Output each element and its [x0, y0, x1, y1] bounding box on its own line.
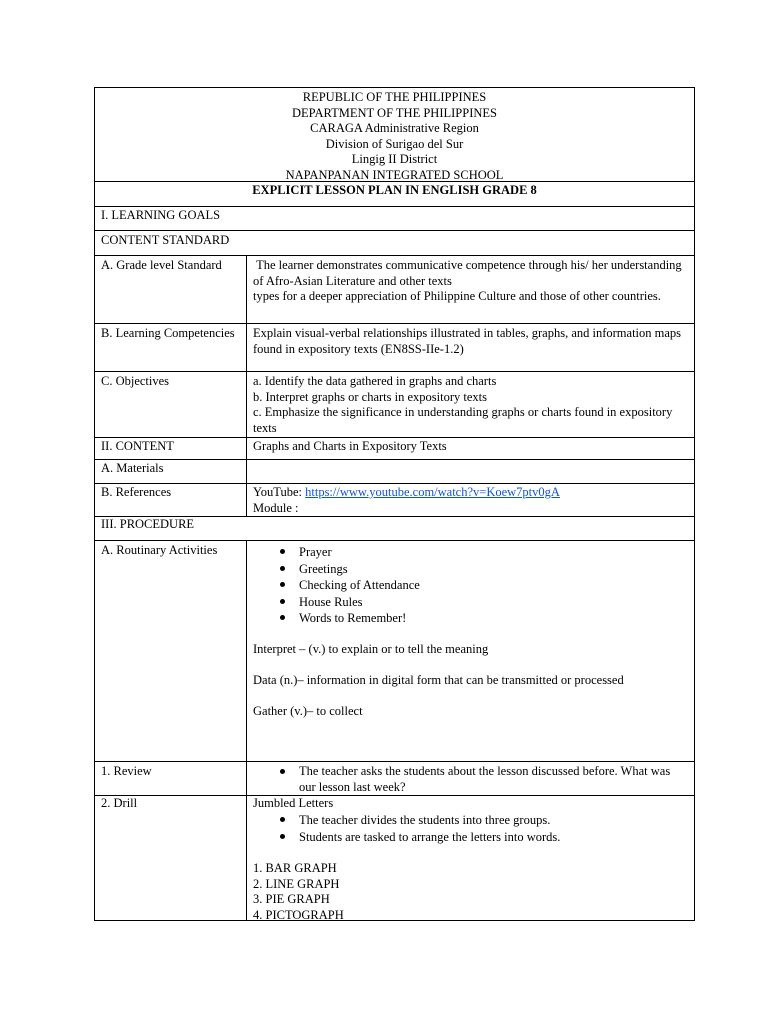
routinary-activities-content — [247, 541, 694, 761]
routinary-item: Checking of Attendance — [253, 577, 688, 594]
drill-item: The teacher divides the students into three groups. — [253, 812, 688, 829]
lesson-plan-title: EXPLICIT LESSON PLAN IN ENGLISH GRADE 8 — [252, 183, 537, 197]
routinary-activities-row — [94, 540, 695, 761]
content-standard-heading: CONTENT STANDARD — [101, 233, 230, 247]
review-list — [253, 764, 688, 795]
header-line: Division of Surigao del Sur — [325, 136, 464, 151]
materials-label: A. Materials — [95, 460, 247, 483]
youtube-link[interactable]: https://www.youtube.com/watch?v=Koew7ptv0gA — [305, 485, 560, 499]
objective-item: b. Interpret graphs or charts in expository texts — [253, 389, 487, 404]
review-item: The teacher asks the students about the lesson discussed before. What was our lesson last week? — [253, 764, 688, 795]
routinary-item: Words to Remember! — [253, 610, 688, 627]
drill-answer: 4. PICTOGRAPH — [253, 907, 344, 922]
references-text — [247, 484, 694, 516]
competencies-label: B. Learning Competencies — [95, 324, 247, 371]
drill-heading: Jumbled Letters — [253, 796, 334, 810]
lesson-plan-title-row — [94, 181, 695, 206]
drill-answer: 3. PIE GRAPH — [253, 892, 330, 906]
review-label: 1. Review — [95, 762, 247, 795]
objective-item: c. Emphasize the significance in understanding graphs or charts found in expository texts — [253, 405, 673, 435]
grade-level-standard-row — [94, 255, 695, 323]
routinary-activities-label: A. Routinary Activities — [95, 541, 247, 761]
grade-level-standard-text — [247, 256, 694, 323]
routinary-item: Prayer — [253, 544, 688, 561]
header-line: DEPARTMENT OF THE PHILIPPINES — [292, 105, 497, 120]
grade-level-line: types for a deeper appreciation of Philippine Culture and those of other countries. — [253, 289, 661, 303]
module-reference: Module : — [253, 500, 299, 515]
header-line: REPUBLIC OF THE PHILIPPINES — [302, 90, 487, 104]
materials-text — [247, 460, 694, 483]
competencies-row — [94, 323, 695, 371]
procedure-heading: III. PROCEDURE — [101, 517, 195, 531]
drill-item: Students are tasked to arrange the letters into words. — [253, 829, 688, 846]
review-row — [94, 761, 695, 795]
grade-level-standard-label: A. Grade level Standard — [95, 256, 247, 323]
routinary-item: House Rules — [253, 594, 688, 611]
routinary-list — [253, 544, 688, 627]
materials-row — [94, 459, 695, 483]
competencies-text: Explain visual-verbal relationships illustrated in tables, graphs, and information maps found in expository texts (EN8SS-IIe-1.2) — [253, 326, 682, 356]
drill-row — [94, 795, 695, 921]
references-row — [94, 483, 695, 516]
content-text: Graphs and Charts in Expository Texts — [253, 439, 447, 453]
drill-answer: 2. LINE GRAPH — [253, 876, 340, 891]
school-header — [94, 87, 695, 181]
learning-goals-row — [94, 206, 695, 230]
drill-list — [253, 812, 688, 846]
content-standard-row — [94, 230, 695, 255]
definition-interpret: Interpret – (v.) to explain or to tell the meaning — [253, 642, 489, 656]
definition-data: Data (n.)– information in digital form that can be transmitted or processed — [253, 673, 624, 687]
grade-level-line: The learner demonstrates communicative competence through his/ her understanding of Afro-Asian Literature and other texts — [253, 258, 685, 288]
drill-label: 2. Drill — [95, 796, 247, 920]
header-line: CARAGA Administrative Region — [310, 121, 479, 135]
content-row — [94, 437, 695, 459]
routinary-item: Greetings — [253, 561, 688, 578]
header-line: Lingig II District — [351, 152, 438, 166]
objectives-row — [94, 371, 695, 437]
objective-item: a. Identify the data gathered in graphs and charts — [253, 374, 497, 388]
definition-gather: Gather (v.)– to collect — [253, 704, 363, 718]
youtube-label: YouTube: — [253, 485, 306, 499]
references-label: B. References — [95, 484, 247, 516]
youtube-reference — [253, 485, 688, 501]
review-content — [247, 762, 694, 795]
header-line: NAPANPANAN INTEGRATED SCHOOL — [285, 167, 504, 182]
objectives-label: C. Objectives — [95, 372, 247, 437]
objectives-list — [247, 372, 694, 437]
procedure-row — [94, 516, 695, 540]
content-label: II. CONTENT — [95, 438, 247, 459]
drill-answer: 1. BAR GRAPH — [253, 861, 337, 875]
drill-content — [247, 796, 694, 920]
learning-goals-heading: I. LEARNING GOALS — [101, 208, 221, 222]
